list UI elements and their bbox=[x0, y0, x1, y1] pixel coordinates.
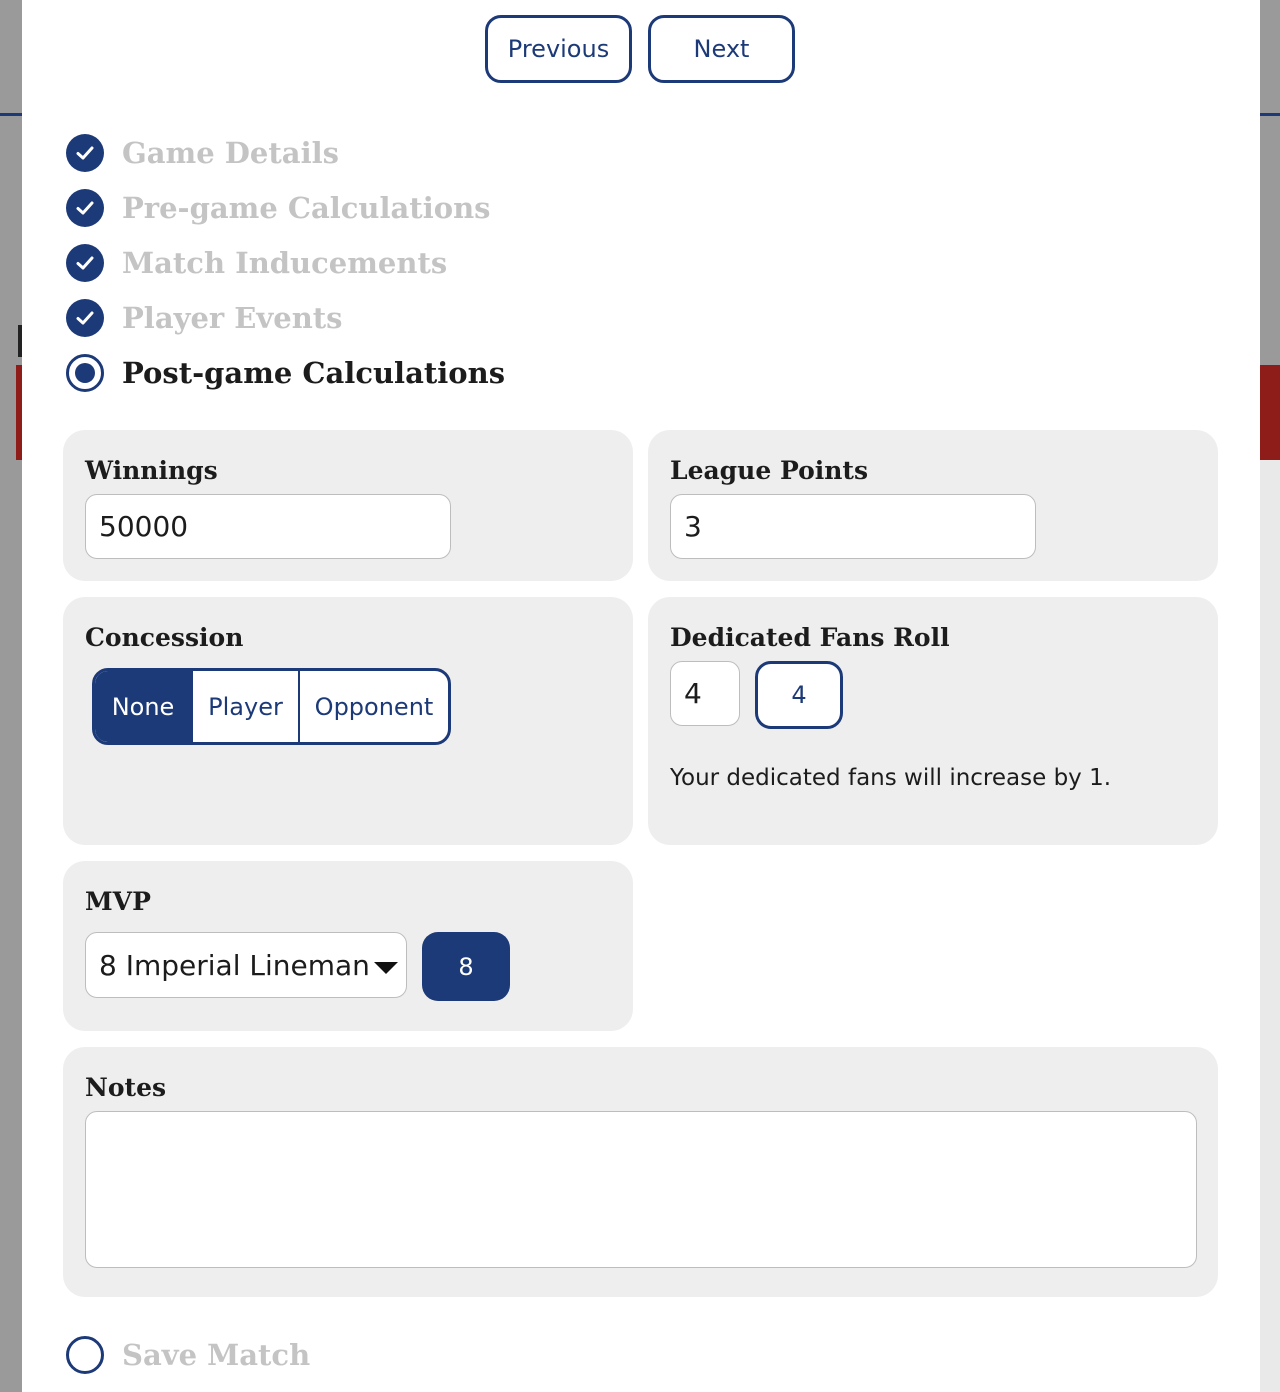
pending-step-icon bbox=[66, 1336, 104, 1374]
step-player-events[interactable] bbox=[66, 298, 343, 338]
background-page-edge bbox=[1260, 460, 1280, 1392]
mvp-select[interactable] bbox=[85, 932, 407, 998]
match-wizard-modal bbox=[22, 0, 1260, 1392]
step-label: Save Match bbox=[122, 1338, 311, 1372]
mvp-card bbox=[63, 861, 633, 1031]
concession-option-player[interactable]: Player bbox=[193, 671, 300, 742]
mvp-title: MVP bbox=[85, 887, 151, 916]
concession-title: Concession bbox=[85, 623, 244, 652]
step-match-inducements[interactable] bbox=[66, 243, 447, 283]
league-points-title: League Points bbox=[670, 456, 869, 485]
dedicated-fans-input[interactable]: 4 bbox=[670, 661, 740, 726]
dedicated-fans-card bbox=[648, 597, 1218, 845]
notes-title: Notes bbox=[85, 1073, 167, 1102]
check-icon bbox=[66, 189, 104, 227]
step-label: Game Details bbox=[122, 136, 339, 170]
notes-textarea[interactable] bbox=[85, 1111, 1197, 1268]
mvp-selected-value: 8 Imperial Lineman bbox=[99, 948, 370, 982]
dedicated-fans-roll-button[interactable]: 4 bbox=[755, 661, 843, 729]
step-label: Post-game Calculations bbox=[122, 356, 506, 390]
dedicated-fans-message: Your dedicated fans will increase by 1. bbox=[670, 765, 1112, 791]
winnings-card bbox=[63, 430, 633, 581]
winnings-title: Winnings bbox=[85, 456, 218, 485]
current-step-icon bbox=[66, 354, 104, 392]
next-button[interactable]: Next bbox=[648, 15, 795, 83]
step-pre-game-calculations[interactable] bbox=[66, 188, 490, 228]
concession-toggle-group bbox=[92, 668, 451, 745]
winnings-input[interactable]: 50000 bbox=[85, 494, 451, 559]
step-game-details[interactable] bbox=[66, 133, 339, 173]
step-post-game-calculations[interactable] bbox=[66, 353, 505, 393]
concession-option-none[interactable]: None bbox=[95, 671, 193, 742]
mvp-roll-button[interactable]: 8 bbox=[422, 932, 510, 1001]
concession-option-opponent[interactable]: Opponent bbox=[314, 692, 434, 721]
previous-button[interactable]: Previous bbox=[485, 15, 632, 83]
step-save-match[interactable] bbox=[66, 1335, 310, 1375]
concession-card bbox=[63, 597, 633, 845]
step-label: Pre-game Calculations bbox=[122, 191, 491, 225]
league-points-card bbox=[648, 430, 1218, 581]
step-label: Match Inducements bbox=[122, 246, 448, 280]
league-points-input[interactable]: 3 bbox=[670, 494, 1036, 559]
step-label: Player Events bbox=[122, 301, 343, 335]
chevron-down-icon bbox=[374, 962, 398, 974]
check-icon bbox=[66, 134, 104, 172]
dedicated-fans-title: Dedicated Fans Roll bbox=[670, 623, 950, 652]
check-icon bbox=[66, 299, 104, 337]
notes-card bbox=[63, 1047, 1218, 1297]
check-icon bbox=[66, 244, 104, 282]
